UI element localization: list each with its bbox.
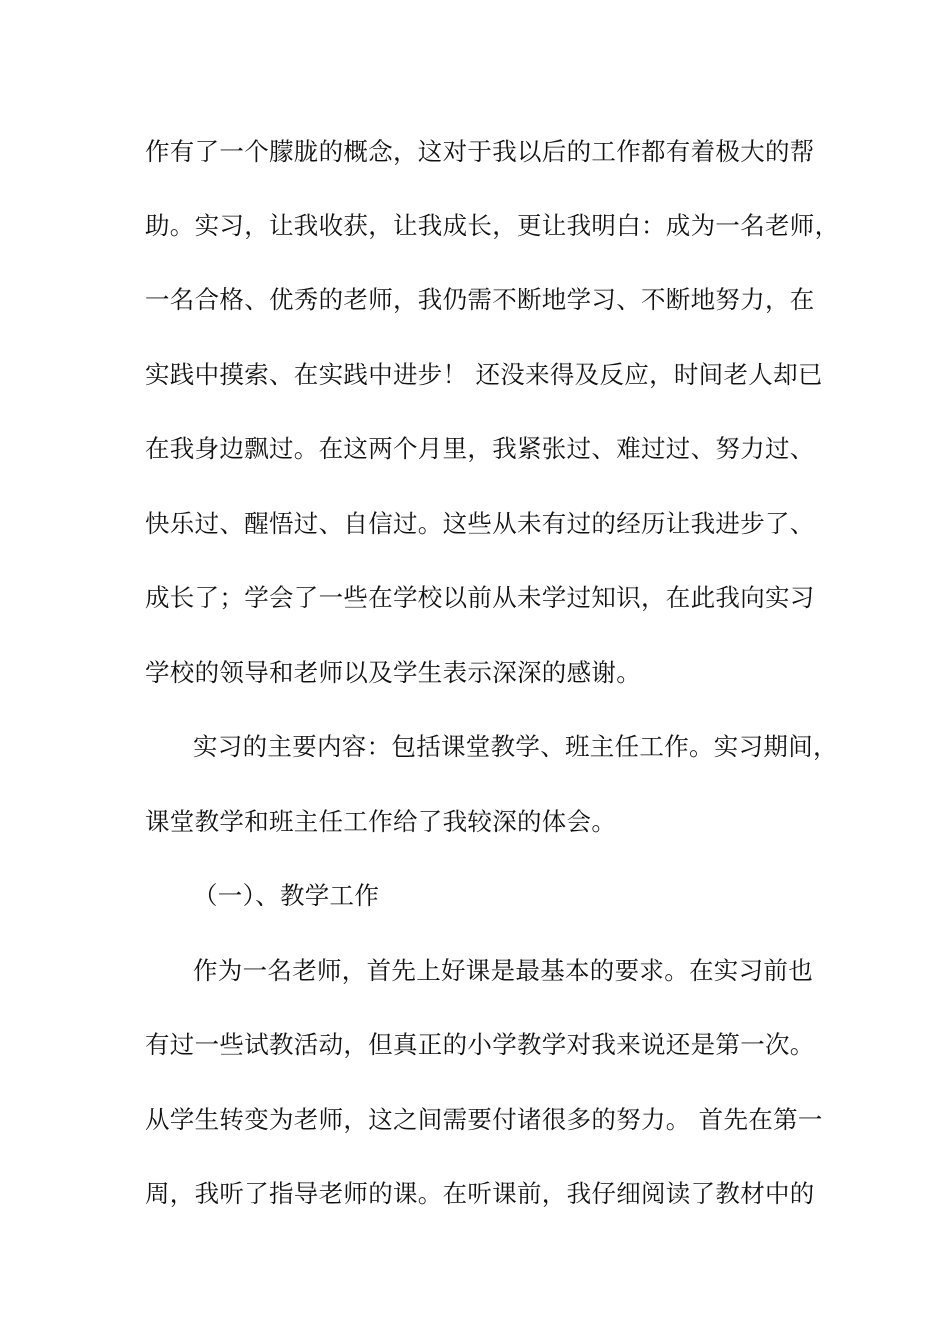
text-line: 有过一些试教活动，但真正的小学教学对我来说还是第一次。 xyxy=(145,1030,815,1059)
text-line: 作为一名老师，首先上好课是最基本的要求。在实习前也 xyxy=(193,956,813,985)
text-line: 实习的主要内容：包括课堂教学、班主任工作。实习期间， xyxy=(193,732,838,761)
text-line: 助。实习，让我收获，让我成长，更让我明白：成为一名老师， xyxy=(145,211,840,240)
text-line: 作有了一个朦胧的概念，这对于我以后的工作都有着极大的帮 xyxy=(145,137,815,166)
text-line: 从学生转变为老师，这之间需要付诸很多的努力。 首先在第一 xyxy=(145,1105,823,1134)
text-line: 在我身边飘过。在这两个月里，我紧张过、难过过、努力过、 xyxy=(145,434,815,463)
text-line: 成长了；学会了一些在学校以前从未学过知识，在此我向实习 xyxy=(145,583,815,612)
text-line: 一名合格、优秀的老师，我仍需不断地学习、不断地努力，在 xyxy=(145,285,815,314)
text-line: 课堂教学和班主任工作给了我较深的体会。 xyxy=(145,807,617,836)
section-heading: （一）、教学工作 xyxy=(193,881,380,910)
text-line: 学校的领导和老师以及学生表示深深的感谢。 xyxy=(145,658,641,687)
text-line: 快乐过、醒悟过、自信过。这些从未有过的经历让我进步了、 xyxy=(145,509,815,538)
text-line: 周，我听了指导老师的课。在听课前，我仔细阅读了教材中的 xyxy=(145,1179,815,1208)
text-line: 实践中摸索、在实践中进步！ 还没来得及反应，时间老人却已 xyxy=(145,360,823,389)
